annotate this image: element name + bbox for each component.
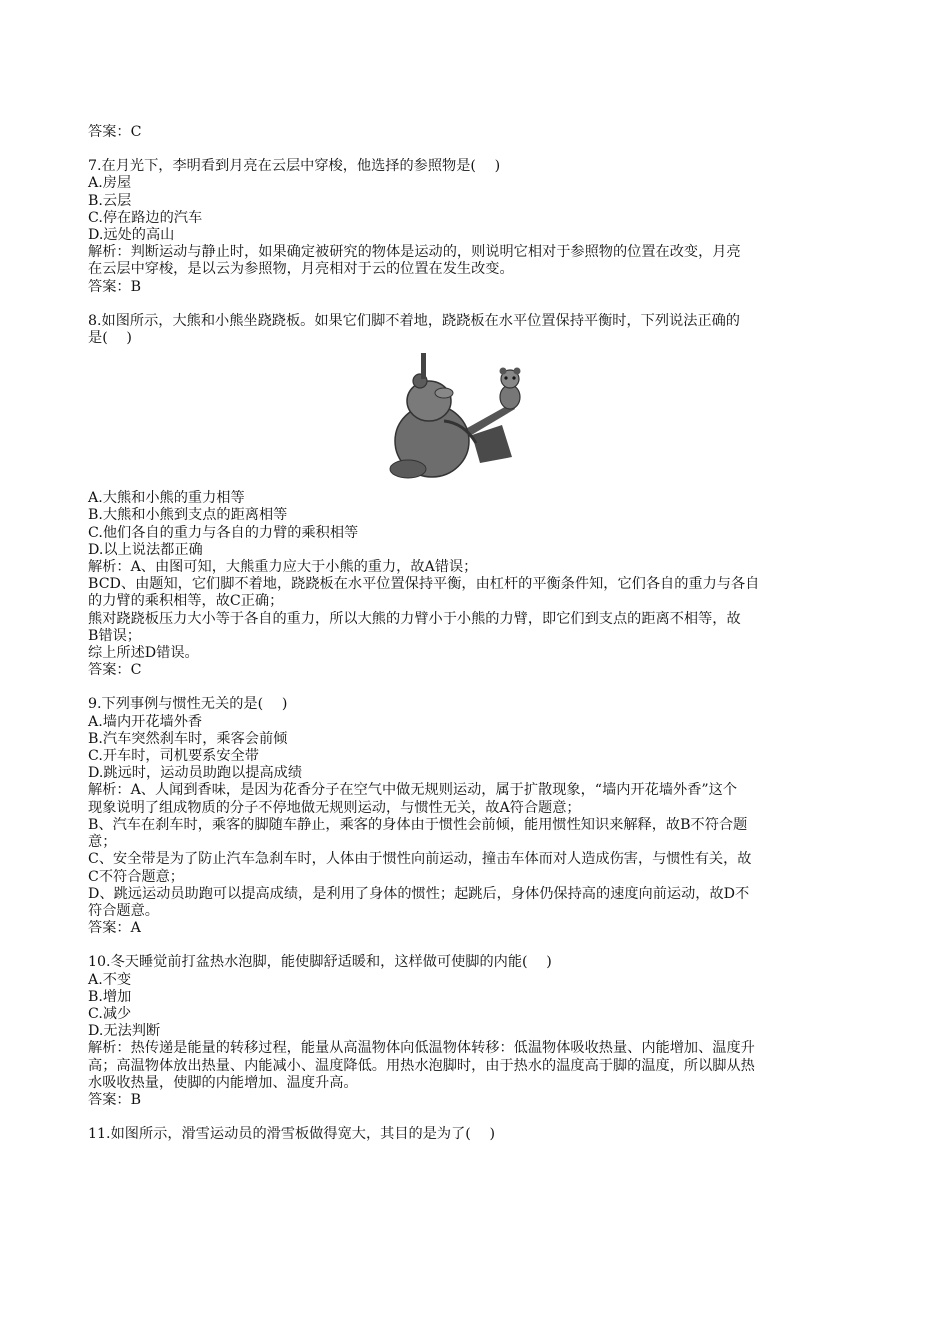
analysis-line: 熊对跷跷板压力大小等于各自的重力，所以大熊的力臂小于小熊的力臂，即它们到支点的距离不相等，故	[88, 610, 741, 627]
analysis-line: D、跳远运动员助跑可以提高成绩，是利用了身体的惯性；起跳后，身体仍保持高的速度向前运动，故D不	[88, 885, 750, 902]
analysis-line: 在云层中穿梭，是以云为参照物，月亮相对于云的位置在发生改变。	[88, 261, 514, 278]
answer-line: 答案：C	[88, 662, 142, 679]
analysis-line: 解析：热传递是能量的转移过程，能量从高温物体向低温物体转移：低温物体吸收热量、内能增加、温度升	[88, 1040, 755, 1057]
analysis-line: 解析：A、人闻到香味，是因为花香分子在空气中做无规则运动，属于扩散现象，“墙内开花墙外香”这个	[88, 782, 738, 799]
option: D.以上说法都正确	[88, 541, 203, 558]
answer-line: 答案：B	[88, 278, 141, 295]
question-stem: 8.如图所示，大熊和小熊坐跷跷板。如果它们脚不着地，跷跷板在水平位置保持平衡时，下列说法正确的	[88, 312, 740, 329]
option: B.云层	[88, 192, 132, 209]
question-stem: 10.冬天睡觉前打盆热水泡脚，能使脚舒适暖和，这样做可使脚的内能( )	[88, 954, 552, 971]
question-stem: 是( )	[88, 330, 132, 347]
question-stem: 7.在月光下，李明看到月亮在云层中穿梭，他选择的参照物是( )	[88, 158, 501, 175]
seesaw-bears-illustration	[384, 351, 534, 486]
analysis-line: 意；	[88, 834, 117, 851]
question-7	[88, 158, 868, 296]
question-11	[88, 1126, 868, 1143]
question-stem: 11.如图所示，滑雪运动员的滑雪板做得宽大，其目的是为了( )	[88, 1126, 496, 1143]
analysis-line: 解析：A、由图可知，大熊重力应大于小熊的重力，故A错误；	[88, 559, 478, 576]
answer-line: 答案：A	[88, 920, 141, 937]
option: C.减少	[88, 1005, 132, 1022]
analysis-line: 综上所述D错误。	[88, 645, 199, 662]
question-10	[88, 954, 868, 1109]
option: C.他们各自的重力与各自的力臂的乘积相等	[88, 524, 359, 541]
answer-line: 答案：B	[88, 1091, 141, 1108]
analysis-line: 的力臂的乘积相等，故C正确；	[88, 593, 284, 610]
option: C.开车时，司机要系安全带	[88, 748, 259, 765]
option: D.无法判断	[88, 1023, 161, 1040]
analysis-line: 解析：判断运动与静止时，如果确定被研究的物体是运动的，则说明它相对于参照物的位置在改变，月亮	[88, 244, 741, 261]
option: B.大熊和小熊到支点的距离相等	[88, 507, 288, 524]
option: D.跳远时，运动员助跑以提高成绩	[88, 765, 303, 782]
analysis-line: 现象说明了组成物质的分子不停地做无规则运动，与惯性无关，故A符合题意；	[88, 799, 581, 816]
analysis-line: 高；高温物体放出热量、内能减小、温度降低。用热水泡脚时，由于热水的温度高于脚的温度，所以脚从热	[88, 1057, 755, 1074]
answer-line: 答案：C	[88, 124, 142, 140]
option: A.墙内开花墙外香	[88, 713, 203, 730]
question-8	[88, 313, 868, 680]
analysis-line: B、汽车在刹车时，乘客的脚随车静止，乘客的身体由于惯性会前倾，能用惯性知识来解释，故B不符合题	[88, 816, 748, 833]
option: A.大熊和小熊的重力相等	[88, 490, 245, 507]
analysis-line: 水吸收热量，使脚的内能增加、温度升高。	[88, 1074, 358, 1091]
analysis-line: C不符合题意；	[88, 868, 184, 885]
option: B.汽车突然刹车时，乘客会前倾	[88, 730, 288, 747]
option: A.不变	[88, 971, 132, 988]
analysis-line: BCD、由题知，它们脚不着地，跷跷板在水平位置保持平衡，由杠杆的平衡条件知，它们各自的重力与各自	[88, 576, 760, 593]
analysis-line: 符合题意。	[88, 902, 159, 919]
document-page	[88, 124, 868, 1143]
option: C.停在路边的汽车	[88, 209, 203, 226]
question-9	[88, 696, 868, 937]
option: D.远处的高山	[88, 227, 175, 244]
option: A.房屋	[88, 175, 132, 192]
question-stem: 9.下列事例与惯性无关的是( )	[88, 696, 288, 713]
analysis-line: C、安全带是为了防止汽车急刹车时，人体由于惯性向前运动，撞击车体而对人造成伤害，与惯性有关，故	[88, 851, 752, 868]
option: B.增加	[88, 988, 132, 1005]
analysis-line: B错误；	[88, 627, 141, 644]
